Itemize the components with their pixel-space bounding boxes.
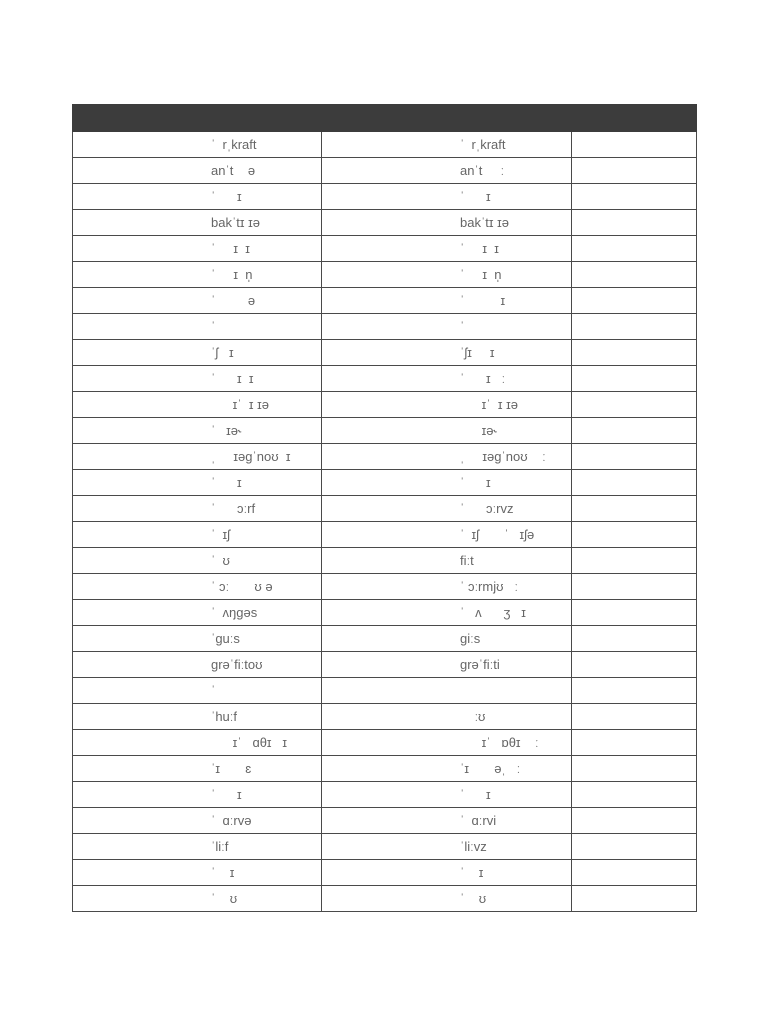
note-cell xyxy=(572,392,697,418)
singular-pronunciation-cell: ˈʃ ɪ xyxy=(73,340,322,366)
plural-pronunciation-cell: ˈ ɪ xyxy=(322,184,572,210)
singular-pronunciation-cell: ˈ ɪ xyxy=(73,184,322,210)
note-cell xyxy=(572,678,697,704)
table-row xyxy=(73,522,697,548)
plural-pronunciation-cell: bakˈtɪ ɪə xyxy=(322,210,572,236)
table-row xyxy=(73,600,697,626)
table-header xyxy=(73,105,697,132)
note-cell xyxy=(572,184,697,210)
table-row xyxy=(73,496,697,522)
note-cell xyxy=(572,496,697,522)
singular-pronunciation-cell: ˈ ɪ xyxy=(73,470,322,496)
singular-pronunciation-cell: ˈ ə xyxy=(73,288,322,314)
singular-pronunciation-cell: ˈguːs xyxy=(73,626,322,652)
singular-pronunciation-cell: ˈ ʊ xyxy=(73,886,322,912)
note-cell xyxy=(572,314,697,340)
note-cell xyxy=(572,548,697,574)
note-cell xyxy=(572,782,697,808)
singular-pronunciation-cell: ˈ ɪʃ xyxy=(73,522,322,548)
singular-pronunciation-cell: ˈ ʊ xyxy=(73,548,322,574)
singular-pronunciation-cell: ˈ ɔː ʊ ə xyxy=(73,574,322,600)
table-row xyxy=(73,470,697,496)
singular-pronunciation-cell: grəˈfiːtoʊ xyxy=(73,652,322,678)
note-cell xyxy=(572,730,697,756)
singular-pronunciation-cell: ˈ xyxy=(73,314,322,340)
note-cell xyxy=(572,158,697,184)
plural-pronunciation-cell: ˈ ɪʃ ˈ ɪʃə xyxy=(322,522,572,548)
singular-pronunciation-cell: ˈ ɪ n̩ xyxy=(73,262,322,288)
plural-pronunciation-cell: ˈ ɪ xyxy=(322,782,572,808)
singular-pronunciation-cell: ˈ ɪ xyxy=(73,782,322,808)
note-cell xyxy=(572,704,697,730)
plural-pronunciation-cell: fiːt xyxy=(322,548,572,574)
plural-pronunciation-cell: ˈ ɪ n̩ xyxy=(322,262,572,288)
singular-pronunciation-cell: anˈt ə xyxy=(73,158,322,184)
note-cell xyxy=(572,756,697,782)
singular-pronunciation-cell: ˈ ɔːrf xyxy=(73,496,322,522)
singular-pronunciation-cell: ˈ ɪə˞ xyxy=(73,418,322,444)
plural-pronunciation-cell: ˈ ɪ ː xyxy=(322,366,572,392)
plural-pronunciation-cell: ˈʃɪ ɪ xyxy=(322,340,572,366)
singular-pronunciation-cell: ɪˈ ɪ ɪə xyxy=(73,392,322,418)
singular-pronunciation-cell: ˈliːf xyxy=(73,834,322,860)
note-cell xyxy=(572,288,697,314)
table-row xyxy=(73,392,697,418)
note-cell xyxy=(572,886,697,912)
singular-pronunciation-cell: bakˈtɪ ɪə xyxy=(73,210,322,236)
table-row xyxy=(73,444,697,470)
plural-pronunciation-cell: ˈ ɪ xyxy=(322,288,572,314)
singular-pronunciation-cell: ˈ ʌŋgəs xyxy=(73,600,322,626)
plural-pronunciation-cell: ɪə˞ xyxy=(322,418,572,444)
plural-pronunciation-cell: ˈ ɪ xyxy=(322,860,572,886)
table-row xyxy=(73,756,697,782)
plural-pronunciation-cell: ˈ ɔːrvz xyxy=(322,496,572,522)
plural-pronunciation-cell: giːs xyxy=(322,626,572,652)
note-cell xyxy=(572,210,697,236)
table-row xyxy=(73,886,697,912)
plural-pronunciation-cell: ˈ ɑːrvi xyxy=(322,808,572,834)
note-cell xyxy=(572,574,697,600)
plural-pronunciation-cell: ˈ xyxy=(322,314,572,340)
singular-pronunciation-cell: ˌ ɪəgˈnoʊ ɪ xyxy=(73,444,322,470)
singular-pronunciation-cell: ˈ ɑːrvə xyxy=(73,808,322,834)
singular-pronunciation-cell: ˈ ɪ ɪ xyxy=(73,366,322,392)
table-row xyxy=(73,574,697,600)
singular-pronunciation-cell: ˈ ɪ xyxy=(73,860,322,886)
singular-pronunciation-cell: ˈhuːf xyxy=(73,704,322,730)
table-row xyxy=(73,652,697,678)
plural-pronunciation-cell: ˈɪ əˌ ː xyxy=(322,756,572,782)
table-row xyxy=(73,132,697,158)
table-row xyxy=(73,704,697,730)
table-body xyxy=(73,132,697,912)
plural-pronunciation-cell: ɪˈ ɪ ɪə xyxy=(322,392,572,418)
table-row xyxy=(73,730,697,756)
table-row xyxy=(73,184,697,210)
plural-pronunciation-cell: ˈ ɔːrmjʊ ː xyxy=(322,574,572,600)
table-row xyxy=(73,782,697,808)
table-row xyxy=(73,314,697,340)
note-cell xyxy=(572,522,697,548)
table-row xyxy=(73,210,697,236)
plural-pronunciation-cell: ɪˈ ɒθɪ ː xyxy=(322,730,572,756)
note-cell xyxy=(572,444,697,470)
header-note xyxy=(572,105,697,132)
pronunciation-table xyxy=(72,104,697,912)
note-cell xyxy=(572,626,697,652)
singular-pronunciation-cell: ˈ rˌkraft xyxy=(73,132,322,158)
plural-pronunciation-cell: ˈ ʌ ʒ ɪ xyxy=(322,600,572,626)
plural-pronunciation-cell: ˈ ɪ xyxy=(322,470,572,496)
plural-pronunciation-cell: ˈ rˌkraft xyxy=(322,132,572,158)
note-cell xyxy=(572,236,697,262)
singular-pronunciation-cell: ˈ xyxy=(73,678,322,704)
plural-pronunciation-cell: anˈt ː xyxy=(322,158,572,184)
table-row xyxy=(73,626,697,652)
note-cell xyxy=(572,860,697,886)
plural-pronunciation-cell: grəˈfiːti xyxy=(322,652,572,678)
table-row xyxy=(73,288,697,314)
plural-pronunciation-cell: ˈ ɪ ɪ xyxy=(322,236,572,262)
table-row xyxy=(73,860,697,886)
plural-pronunciation-cell: ˈliːvz xyxy=(322,834,572,860)
note-cell xyxy=(572,132,697,158)
note-cell xyxy=(572,340,697,366)
plural-pronunciation-cell: ˈ ʊ xyxy=(322,886,572,912)
plural-pronunciation-cell xyxy=(322,678,572,704)
plural-pronunciation-cell: ˌ ɪəgˈnoʊ ː xyxy=(322,444,572,470)
note-cell xyxy=(572,262,697,288)
table-row xyxy=(73,808,697,834)
note-cell xyxy=(572,418,697,444)
header-plural xyxy=(322,105,572,132)
note-cell xyxy=(572,470,697,496)
table-row xyxy=(73,834,697,860)
table-row xyxy=(73,236,697,262)
header-row xyxy=(73,105,697,132)
note-cell xyxy=(572,600,697,626)
table-row xyxy=(73,262,697,288)
note-cell xyxy=(572,366,697,392)
singular-pronunciation-cell: ˈ ɪ ɪ xyxy=(73,236,322,262)
table-row xyxy=(73,340,697,366)
note-cell xyxy=(572,808,697,834)
note-cell xyxy=(572,652,697,678)
table-row xyxy=(73,548,697,574)
note-cell xyxy=(572,834,697,860)
table-row xyxy=(73,366,697,392)
plural-pronunciation-cell: ːʊ xyxy=(322,704,572,730)
table-row xyxy=(73,418,697,444)
singular-pronunciation-cell: ˈɪ ɛ xyxy=(73,756,322,782)
header-singular xyxy=(73,105,322,132)
table-row xyxy=(73,158,697,184)
singular-pronunciation-cell: ɪˈ ɑθɪ ɪ xyxy=(73,730,322,756)
table-row xyxy=(73,678,697,704)
